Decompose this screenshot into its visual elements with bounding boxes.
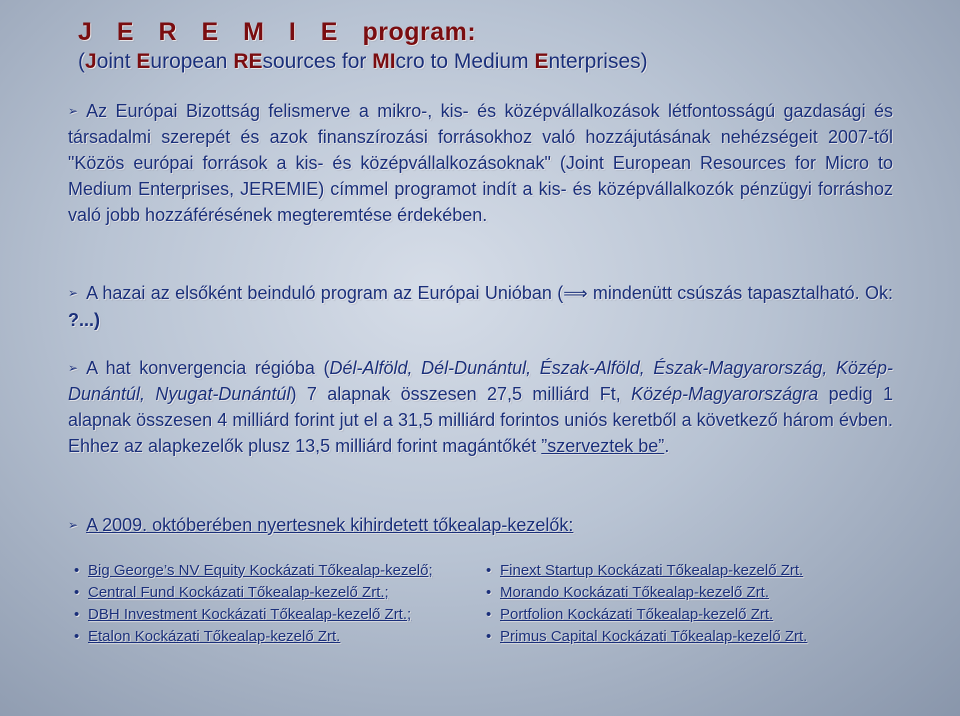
paragraph-text: mindenütt csúszás tapasztalható. Ok: [587,283,893,303]
list-item [486,604,807,626]
title-program-word: program: [362,18,477,46]
winners-list-right [486,560,807,648]
bullet-dot-icon: • [486,628,492,645]
list-item [486,582,807,604]
list-item [74,626,433,648]
bullet-arrow-icon: ➢ [68,286,79,300]
paragraph-hungarian-start [68,280,893,333]
paragraph-ending: ?...) [68,310,100,330]
winners-list-left [74,560,433,648]
list-item-text: Etalon Kockázati Tőkealap-kezelő Zrt. [88,628,341,645]
list-item-text: Portfolion Kockázati Tőkealap-kezelő Zrt. [500,606,774,623]
list-item [486,626,807,648]
bullet-dot-icon: • [486,584,492,601]
list-item-text: Big George’s NV Equity Kockázati Tőkealap-kezelő; [88,562,433,579]
list-item [74,560,433,582]
list-item-text: Central Fund Kockázati Tőkealap-kezelő Zrt.; [88,584,389,601]
paragraph-convergence-regions [68,355,893,459]
paragraph-text: A 2009. októberében nyertesnek kihirdetett tőkealap-kezelők: [86,515,574,535]
bullet-dot-icon: • [74,584,80,601]
bullet-arrow-icon: ➢ [68,104,79,118]
expansion-part: nterprises) [548,50,648,73]
title-acronym: J E R E M I E [78,18,347,46]
paragraph-text: Az Európai Bizottság felismerve a mikro-, kis- és középvállalkozások létfontosságú gazdasági és társadalmi szerepét és azok finanszírozási forrásokhoz való hozzájutásának nehézségeit 2007-től "Közös európai források a kis- és középvállalkozásoknak" (Joint European Resources for Micro to Medium Enterprises, JEREMIE) címmel programot indít a kis- és középvállalkozók pénzügyi forráshoz való jobb hozzáférésének megteremtése érdekében. [68,101,893,225]
expansion-part: cro to Medium [395,50,535,73]
expansion-part: sources for [262,50,373,73]
region-central-hungary: Közép-Magyarországra [631,384,819,404]
paragraph-jeremie-intro [68,98,893,228]
list-item [486,560,807,582]
list-item-text: DBH Investment Kockázati Tőkealap-kezelő Zrt.; [88,606,412,623]
paragraph-text: A hat konvergencia régióba ( [86,358,330,378]
list-item [74,582,433,604]
list-item-text: Morando Kockázati Tőkealap-kezelő Zrt. [500,584,770,601]
bullet-dot-icon: • [486,606,492,623]
bullet-dot-icon: • [486,562,492,579]
bullet-dot-icon: • [74,562,80,579]
bullet-arrow-icon: ➢ [68,361,79,375]
expansion-letter: E [136,50,151,73]
implies-arrow-icon: ⟹ [563,284,588,303]
expansion-part: uropean [150,50,234,73]
region-list: Dél-Alföld, Dél-Dunántul, Észak-Alföld, Észak-Magyarország, Közép-Dunántúl, Nyugat-Dunántúl [68,358,893,404]
title-expansion [78,50,648,74]
paragraph-text: pedig 1 alapnak összesen 4 milliárd forint jut el a 31,5 milliárd forintos uniós keretből a következő három évben. Ehhez az alapkezelők plusz 13,5 milliárd forint magántőkét [68,384,893,456]
bullet-arrow-icon: ➢ [68,518,79,532]
list-item [74,604,433,626]
expansion-letter: E [534,50,549,73]
paragraph-text: . [664,436,670,456]
expansion-part: ( [78,50,85,73]
expansion-letter: MI [372,50,396,73]
quoted-phrase: ”szerveztek be” [541,436,665,456]
paragraph-text: A hazai az elsőként beinduló program az Európai Unióban ( [86,283,564,303]
bullet-dot-icon: • [74,628,80,645]
paragraph-winners-heading [68,512,893,538]
expansion-part: oint [96,50,137,73]
bullet-dot-icon: • [74,606,80,623]
paragraph-text: ) 7 alapnak összesen 27,5 milliárd Ft, [290,384,632,404]
expansion-letter: J [85,50,97,73]
list-item-text: Finext Startup Kockázati Tőkealap-kezelő Zrt. [500,562,804,579]
list-item-text: Primus Capital Kockázati Tőkealap-kezelő Zrt. [500,628,808,645]
slide-title [78,18,476,47]
expansion-letter: RE [233,50,263,73]
